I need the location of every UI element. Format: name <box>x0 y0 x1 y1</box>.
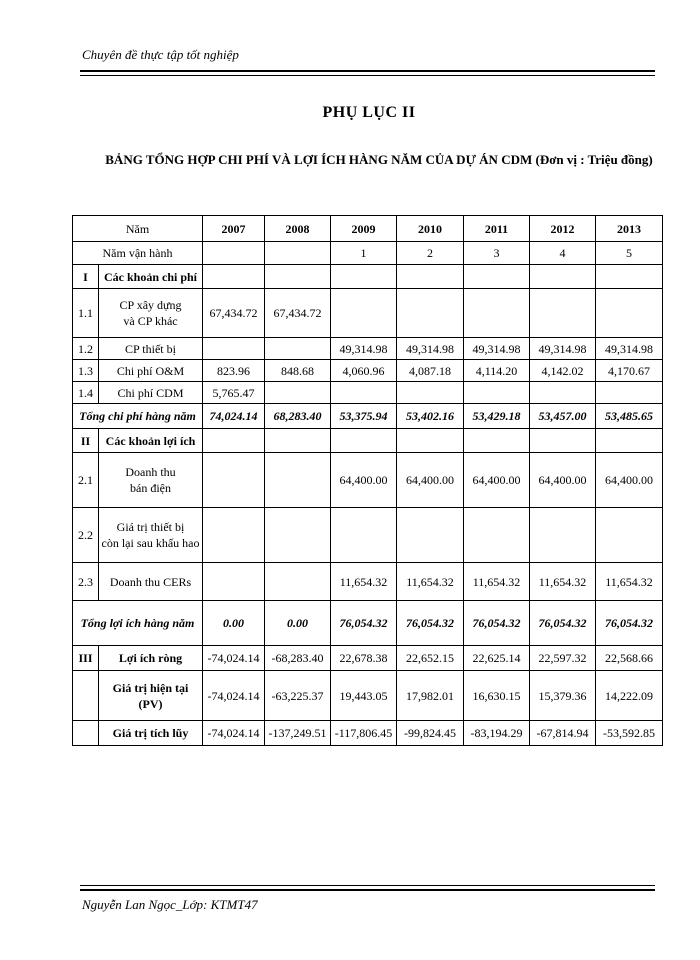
section-label: Các khoản chi phí <box>99 265 203 289</box>
value-cell: 67,434.72 <box>265 289 331 338</box>
value-cell: -83,194.29 <box>464 721 530 746</box>
value-cell <box>397 382 464 404</box>
value-cell: 49,314.98 <box>464 338 530 360</box>
value-cell <box>265 563 331 601</box>
value-cell: 53,457.00 <box>530 404 596 429</box>
value-cell: 64,400.00 <box>331 453 397 508</box>
section-number: III <box>73 646 99 671</box>
value-cell: 64,400.00 <box>530 453 596 508</box>
row-label: CP thiết bị <box>99 338 203 360</box>
value-cell <box>530 289 596 338</box>
value-cell: 17,982.01 <box>397 671 464 721</box>
value-cell: 68,283.40 <box>265 404 331 429</box>
value-cell: 76,054.32 <box>331 601 397 646</box>
total-label: Tổng chi phí hàng năm <box>73 404 203 429</box>
total-label: Tổng lợi ích hàng năm <box>73 601 203 646</box>
header-rule-thin <box>80 75 655 76</box>
value-cell: -74,024.14 <box>203 671 265 721</box>
value-cell: 64,400.00 <box>464 453 530 508</box>
value-cell: -68,283.40 <box>265 646 331 671</box>
cost-benefit-table <box>72 215 663 746</box>
section-label: Lợi ích ròng <box>99 646 203 671</box>
table-row-section-benefits <box>73 429 663 453</box>
value-cell <box>596 289 663 338</box>
year-cell: 2011 <box>464 216 530 242</box>
value-cell: 11,654.32 <box>530 563 596 601</box>
row-number: 1.4 <box>73 382 99 404</box>
row-label: Doanh thu bán điện <box>99 453 203 508</box>
table-row-equipment <box>73 338 663 360</box>
table-row-cumulative-value <box>73 721 663 746</box>
value-cell: 823.96 <box>203 360 265 382</box>
op-year-cell: 5 <box>596 242 663 265</box>
page-header: Chuyên đề thực tập tốt nghiệp <box>82 47 239 62</box>
value-cell: 11,654.32 <box>464 563 530 601</box>
value-cell <box>464 382 530 404</box>
value-cell: -74,024.14 <box>203 646 265 671</box>
table-row-electricity-revenue <box>73 453 663 508</box>
year-header-label: Năm <box>73 216 203 242</box>
footer-rule-thin <box>80 885 655 886</box>
year-cell: 2009 <box>331 216 397 242</box>
value-cell: 49,314.98 <box>530 338 596 360</box>
value-cell: 22,597.32 <box>530 646 596 671</box>
table-row-construction <box>73 289 663 338</box>
table-caption: BẢNG TỔNG HỢP CHI PHÍ VÀ LỢI ÍCH HÀNG NĂM CỦA DỰ ÁN CDM (Đơn vị : Triệu đồng) <box>105 152 653 167</box>
section-number: II <box>73 429 99 453</box>
row-number: 1.1 <box>73 289 99 338</box>
value-cell: 53,375.94 <box>331 404 397 429</box>
value-cell <box>265 338 331 360</box>
value-cell: 16,630.15 <box>464 671 530 721</box>
section-label: Các khoản lợi ích <box>99 429 203 453</box>
value-cell: 22,652.15 <box>397 646 464 671</box>
page-footer: Nguyễn Lan Ngọc_Lớp: KTMT47 <box>82 897 258 912</box>
table-row-present-value <box>73 671 663 721</box>
year-cell: 2010 <box>397 216 464 242</box>
value-cell: -63,225.37 <box>265 671 331 721</box>
op-year-cell: 1 <box>331 242 397 265</box>
table-row-years <box>73 216 663 242</box>
value-cell: 76,054.32 <box>530 601 596 646</box>
value-cell <box>265 382 331 404</box>
value-cell: 76,054.32 <box>596 601 663 646</box>
table-row-cdm <box>73 382 663 404</box>
value-cell <box>530 382 596 404</box>
value-cell: 22,568.66 <box>596 646 663 671</box>
value-cell <box>203 563 265 601</box>
value-cell: 22,678.38 <box>331 646 397 671</box>
table-row-cers-revenue <box>73 563 663 601</box>
value-cell: 19,443.05 <box>331 671 397 721</box>
row-label: Giá trị tích lũy <box>99 721 203 746</box>
table-row-section-costs <box>73 265 663 289</box>
value-cell: 53,402.16 <box>397 404 464 429</box>
value-cell: -99,824.45 <box>397 721 464 746</box>
row-number: 1.2 <box>73 338 99 360</box>
row-label: Giá trị thiết bị còn lại sau khấu hao <box>99 508 203 563</box>
year-cell: 2008 <box>265 216 331 242</box>
value-cell: 11,654.32 <box>331 563 397 601</box>
op-year-cell <box>265 242 331 265</box>
value-cell <box>203 338 265 360</box>
value-cell: 848.68 <box>265 360 331 382</box>
value-cell: 11,654.32 <box>397 563 464 601</box>
value-cell: 15,379.36 <box>530 671 596 721</box>
value-cell: -117,806.45 <box>331 721 397 746</box>
value-cell: -53,592.85 <box>596 721 663 746</box>
value-cell: 4,060.96 <box>331 360 397 382</box>
value-cell: -137,249.51 <box>265 721 331 746</box>
table-row-residual-value <box>73 508 663 563</box>
header-rule <box>80 70 655 72</box>
year-cell: 2007 <box>203 216 265 242</box>
value-cell: 64,400.00 <box>596 453 663 508</box>
value-cell: 76,054.32 <box>464 601 530 646</box>
value-cell: 22,625.14 <box>464 646 530 671</box>
value-cell: 74,024.14 <box>203 404 265 429</box>
value-cell: 64,400.00 <box>397 453 464 508</box>
value-cell: -74,024.14 <box>203 721 265 746</box>
row-label: Chi phí CDM <box>99 382 203 404</box>
value-cell: 5,765.47 <box>203 382 265 404</box>
value-cell: -67,814.94 <box>530 721 596 746</box>
op-year-cell: 4 <box>530 242 596 265</box>
value-cell: 4,170.67 <box>596 360 663 382</box>
table-row-om <box>73 360 663 382</box>
op-year-cell: 3 <box>464 242 530 265</box>
value-cell: 49,314.98 <box>397 338 464 360</box>
year-cell: 2012 <box>530 216 596 242</box>
footer-rule <box>80 889 655 891</box>
value-cell: 0.00 <box>203 601 265 646</box>
op-year-cell <box>203 242 265 265</box>
row-number: 2.1 <box>73 453 99 508</box>
row-label: Giá trị hiện tại (PV) <box>99 671 203 721</box>
value-cell: 67,434.72 <box>203 289 265 338</box>
row-number: 1.3 <box>73 360 99 382</box>
table-row-total-cost <box>73 404 663 429</box>
value-cell: 4,142.02 <box>530 360 596 382</box>
year-cell: 2013 <box>596 216 663 242</box>
row-label: Chi phí O&M <box>99 360 203 382</box>
value-cell: 49,314.98 <box>331 338 397 360</box>
value-cell <box>331 382 397 404</box>
value-cell <box>397 289 464 338</box>
table-row-operation <box>73 242 663 265</box>
value-cell <box>464 289 530 338</box>
row-label: Doanh thu CERs <box>99 563 203 601</box>
value-cell <box>596 382 663 404</box>
table-row-net-benefit <box>73 646 663 671</box>
value-cell: 76,054.32 <box>397 601 464 646</box>
table-row-total-benefit <box>73 601 663 646</box>
operation-label: Năm vận hành <box>73 242 203 265</box>
value-cell: 0.00 <box>265 601 331 646</box>
value-cell <box>265 453 331 508</box>
op-year-cell: 2 <box>397 242 464 265</box>
row-number: 2.2 <box>73 508 99 563</box>
section-number: I <box>73 265 99 289</box>
page-title: PHỤ LỤC II <box>322 104 416 121</box>
value-cell <box>331 289 397 338</box>
value-cell: 4,087.18 <box>397 360 464 382</box>
value-cell <box>203 453 265 508</box>
value-cell: 4,114.20 <box>464 360 530 382</box>
value-cell: 49,314.98 <box>596 338 663 360</box>
value-cell: 14,222.09 <box>596 671 663 721</box>
value-cell: 53,429.18 <box>464 404 530 429</box>
row-label: CP xây dựng và CP khác <box>99 289 203 338</box>
value-cell: 11,654.32 <box>596 563 663 601</box>
row-number: 2.3 <box>73 563 99 601</box>
value-cell: 53,485.65 <box>596 404 663 429</box>
